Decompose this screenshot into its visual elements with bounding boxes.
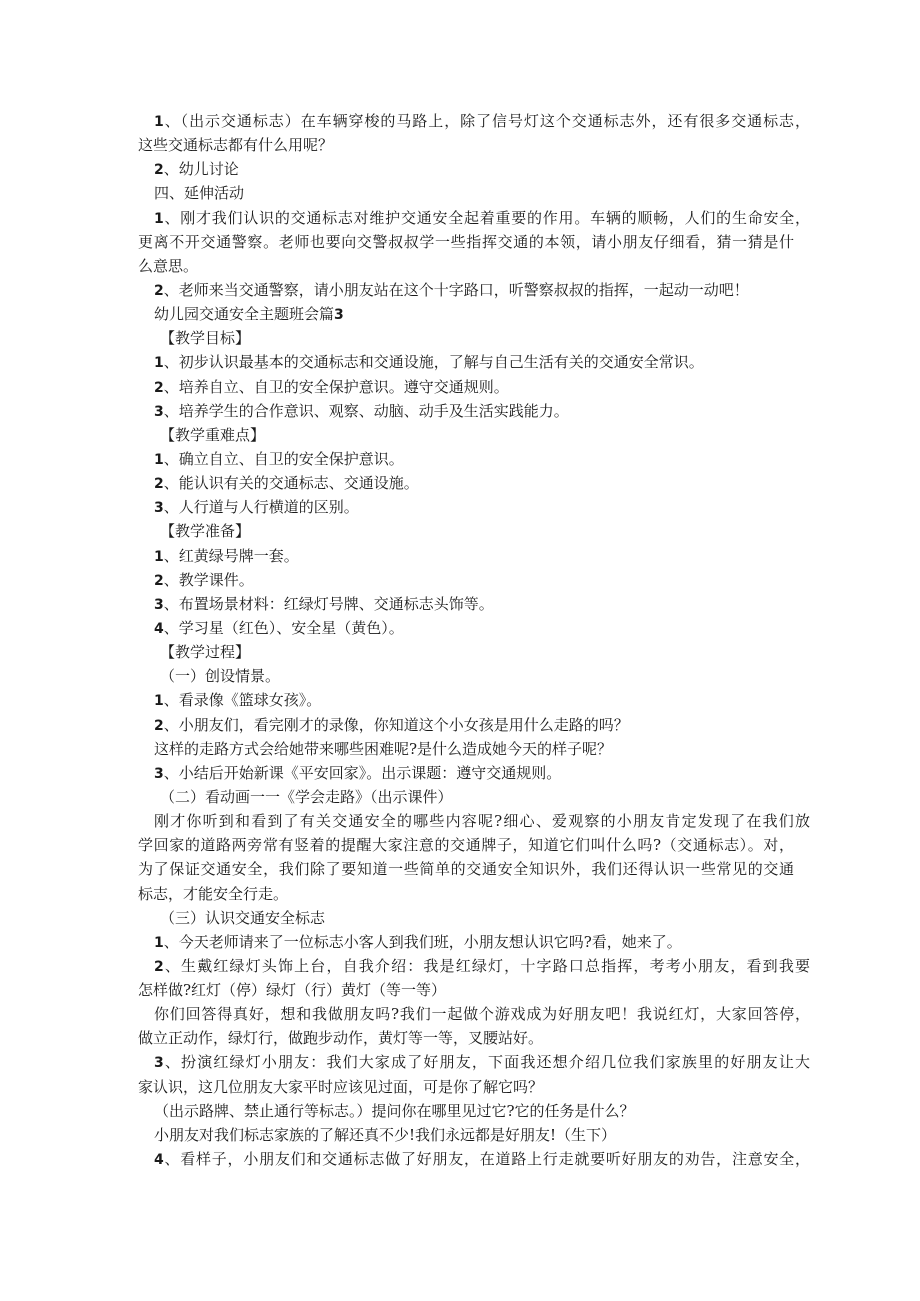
text-line [138, 544, 810, 568]
line-text: （一）创设情景。 [160, 667, 281, 686]
line-content [154, 809, 810, 833]
line-text: 、小结后开始新课《平安回家》。出示课题：遵守交通规则。 [163, 763, 562, 782]
line-text: 四、延伸活动 [154, 184, 245, 203]
text-line [138, 954, 810, 978]
line-text: 、人行道与人行横道的区别。 [163, 498, 359, 517]
list-number: 1 [154, 693, 164, 710]
list-number: 1 [154, 548, 164, 565]
line-content [154, 547, 299, 565]
line-text: 、教学课件。 [163, 570, 254, 589]
line-content [154, 571, 254, 589]
line-content [154, 281, 749, 299]
text-line [138, 133, 794, 157]
heading-number: 3 [334, 307, 344, 324]
line-content [154, 305, 344, 323]
line-content [160, 909, 325, 927]
line-content [160, 329, 250, 347]
line-text: 这些交通标志都有什么用呢？ [138, 136, 334, 155]
list-number: 3 [154, 596, 164, 613]
text-line [138, 1123, 810, 1147]
list-number: 2 [154, 282, 164, 299]
line-content [160, 788, 453, 806]
line-content [154, 109, 810, 134]
line-content [138, 136, 333, 154]
line-text: 这样的走路方式会给她带来哪些困难呢?是什么造成她今天的样子呢？ [154, 739, 613, 758]
text-line [138, 978, 794, 1002]
line-text: 、布置场景材料：红绿灯号牌、交通标志头饰等。 [163, 594, 494, 613]
line-content [154, 498, 359, 516]
text-line [138, 109, 810, 133]
line-content [138, 257, 198, 275]
line-text: 小朋友对我们标志家族的了解还真不少!我们永远都是好朋友!（生下） [154, 1125, 617, 1144]
line-text: 【教学过程】 [160, 643, 251, 662]
line-content [160, 522, 250, 540]
text-line [138, 519, 816, 543]
line-text: 、培养学生的合作意识、观察、动脑、动手及生活实践能力。 [163, 401, 569, 420]
list-number: 2 [154, 162, 164, 179]
line-text: 、刚才我们认识的交通标志对维护交通安全起着重要的作用。车辆的顺畅，人们的生命安全， [163, 208, 810, 227]
line-content [154, 402, 569, 420]
line-text: 、老师来当交通警察，请小朋友站在这个十字路口，听警察叔叔的指挥，一起动一动吧！ [163, 280, 749, 299]
text-line [138, 737, 810, 761]
text-line [138, 761, 810, 785]
text-line [138, 326, 816, 350]
line-text: 、培养自立、自卫的安全保护意识。遵守交通规则。 [163, 377, 509, 396]
text-line [138, 230, 794, 254]
line-content [154, 954, 810, 979]
text-line [138, 1099, 810, 1123]
list-number: 2 [154, 379, 164, 396]
line-content [138, 230, 794, 254]
list-number: 2 [154, 476, 164, 493]
text-line [138, 350, 810, 374]
text-line [138, 447, 810, 471]
line-content [160, 667, 280, 685]
text-line [138, 495, 810, 519]
line-content [154, 595, 494, 613]
text-line [138, 181, 810, 205]
list-number: 2 [154, 958, 164, 975]
list-number: 1 [154, 210, 164, 227]
line-content [138, 857, 794, 881]
line-content [138, 833, 794, 857]
text-line [138, 906, 816, 930]
text-line [138, 1002, 810, 1026]
line-content [138, 981, 446, 999]
line-text: 更离不开交通警察。老师也要向交警叔叔学一些指挥交通的本领，请小朋友仔细看，猜一猜是什 [138, 232, 794, 251]
text-line [138, 399, 810, 423]
list-number: 4 [154, 1152, 164, 1169]
line-text: 、（出示交通标志）在车辆穿梭的马路上，除了信号灯这个交通标志外，还有很多交通标志， [163, 112, 810, 130]
line-content [154, 1002, 810, 1026]
text-line [138, 1050, 810, 1074]
line-text: 、生戴红绿灯头饰上台，自我介绍：我是红绿灯，十字路口总指挥，考考小朋友，看到我要 [163, 956, 810, 975]
line-text: 、学习星（红色）、安全星（黄色）。 [163, 618, 404, 637]
list-number: 4 [154, 620, 164, 637]
line-content [154, 1102, 635, 1120]
line-text: 、扮演红绿灯小朋友：我们大家成了好朋友，下面我还想介绍几位我们家族里的好朋友让大 [163, 1053, 810, 1072]
line-text: 、今天老师请来了一位标志小客人到我们班，小朋友想认识它吗?看，她来了。 [163, 932, 682, 951]
text-line [138, 302, 810, 326]
text-line [138, 471, 810, 495]
text-line [138, 278, 810, 302]
line-text: 、小朋友们，看完刚才的录像，你知道这个小女孩是用什么走路的吗？ [163, 715, 629, 734]
line-text: 、幼儿讨论 [163, 160, 239, 179]
line-text: 、看录像《篮球女孩》。 [163, 691, 322, 710]
line-text: 刚才你听到和看到了有关交通安全的哪些内容呢?细心、爱观察的小朋友肯定发现了在我们放 [154, 812, 810, 831]
text-line [138, 254, 794, 278]
list-number: 3 [154, 500, 164, 517]
list-number: 2 [154, 717, 164, 734]
line-content [154, 160, 239, 178]
text-line [138, 930, 810, 954]
text-line [138, 423, 816, 447]
line-content [154, 474, 419, 492]
line-text: 怎样做?红灯（停）绿灯（行）黄灯（等一等） [138, 981, 447, 1000]
line-text: 幼儿园交通安全主题班会篇 [154, 305, 335, 324]
list-number: 3 [154, 765, 164, 782]
line-text: 、能认识有关的交通标志、交通设施。 [163, 474, 419, 493]
text-line [138, 1075, 794, 1099]
line-text: 家认识，这几位朋友大家平时应该见过面，可是你了解它吗？ [138, 1077, 544, 1096]
line-text: 你们回答得真好，想和我做朋友吗?我们一起做个游戏成为好朋友吧！我说红灯，大家回答停， [154, 1005, 810, 1024]
line-content [138, 885, 288, 903]
text-line [138, 857, 794, 881]
text-line [138, 833, 794, 857]
list-number: 1 [154, 451, 164, 468]
line-text: 么意思。 [138, 256, 199, 275]
line-text: 、红黄绿号牌一套。 [163, 546, 299, 565]
text-line [138, 616, 810, 640]
text-line [138, 640, 816, 664]
list-number: 3 [154, 403, 164, 420]
text-line [138, 157, 810, 181]
line-text: 、看样子，小朋友们和交通标志做了好朋友，在道路上行走就要听好朋友的劝告，注意安全， [163, 1150, 810, 1169]
text-line [138, 592, 810, 616]
text-line [138, 1026, 794, 1050]
line-text: （二）看动画一一《学会走路》（出示课件） [160, 787, 453, 806]
line-content [154, 378, 509, 396]
line-text: 学回家的道路两旁常有竖着的提醒大家注意的交通牌子，知道它们叫什么吗?（交通标志）。对， [138, 836, 794, 855]
text-line [138, 785, 816, 809]
line-content [154, 764, 561, 782]
text-line [138, 882, 794, 906]
text-line [138, 688, 810, 712]
line-text: 做立正动作，绿灯行，做跑步动作，黄灯等一等，叉腰站好。 [138, 1029, 544, 1048]
line-content [160, 643, 250, 661]
line-text: （出示路牌、禁止通行等标志。）提问你在哪里见过它?它的任务是什么？ [154, 1101, 635, 1120]
line-content [154, 619, 404, 637]
line-text: 【教学目标】 [160, 329, 251, 348]
text-line [138, 1147, 810, 1171]
line-content [154, 691, 321, 709]
line-content [138, 1078, 543, 1096]
text-line [138, 713, 810, 737]
line-text: （三）认识交通安全标志 [160, 908, 326, 927]
line-content [154, 1147, 810, 1172]
list-number: 1 [154, 114, 164, 130]
text-line [138, 809, 810, 833]
list-number: 1 [154, 934, 164, 951]
line-text: 【教学准备】 [160, 522, 251, 541]
line-content [154, 716, 629, 734]
line-text: 【教学重难点】 [160, 425, 266, 444]
text-line [138, 664, 816, 688]
line-content [154, 933, 682, 951]
line-content [154, 1126, 616, 1144]
line-content [154, 184, 244, 202]
list-number: 1 [154, 355, 164, 372]
text-line [138, 206, 810, 230]
line-text: 、确立自立、自卫的安全保护意识。 [163, 449, 404, 468]
list-number: 2 [154, 572, 164, 589]
line-content [154, 740, 612, 758]
line-content [160, 426, 265, 444]
line-text: 为了保证交通安全，我们除了要知道一些简单的交通安全知识外，我们还得认识一些常见的交通 [138, 860, 794, 879]
line-content [154, 1050, 810, 1075]
line-content [138, 1029, 543, 1047]
text-line [138, 568, 810, 592]
line-content [154, 353, 704, 371]
line-content [154, 450, 404, 468]
text-line [138, 375, 810, 399]
line-text: 标志，才能安全行走。 [138, 884, 289, 903]
line-text: 、初步认识最基本的交通标志和交通设施，了解与自己生活有关的交通安全常识。 [163, 353, 704, 372]
list-number: 3 [154, 1055, 164, 1072]
line-content [154, 206, 810, 231]
